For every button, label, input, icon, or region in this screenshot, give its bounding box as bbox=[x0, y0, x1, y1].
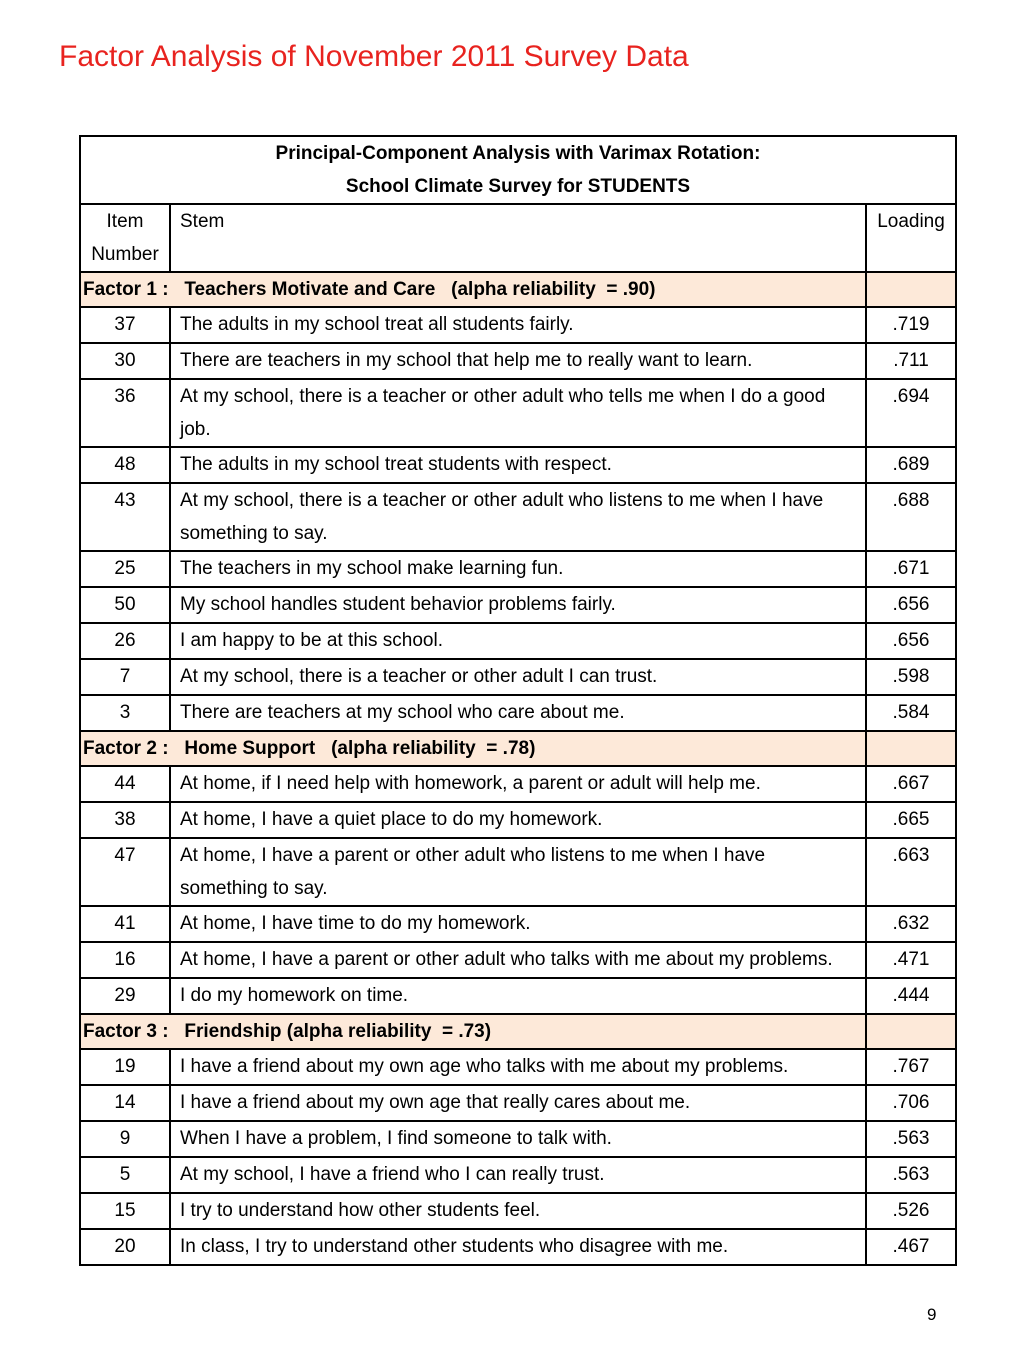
page-number: 9 bbox=[927, 1305, 937, 1324]
factor-header-row bbox=[80, 1014, 956, 1049]
item-loading: .632 bbox=[866, 906, 956, 942]
table-row bbox=[80, 838, 956, 906]
item-loading: .719 bbox=[866, 307, 956, 343]
item-number: 20 bbox=[80, 1229, 170, 1265]
item-loading: .563 bbox=[866, 1157, 956, 1193]
item-loading: .688 bbox=[866, 483, 956, 551]
item-stem: At home, I have a parent or other adult who talks with me about my problems. bbox=[170, 942, 866, 978]
table-row bbox=[80, 659, 956, 695]
item-stem: At home, I have time to do my homework. bbox=[170, 906, 866, 942]
item-loading: .467 bbox=[866, 1229, 956, 1265]
table-row bbox=[80, 343, 956, 379]
table-row bbox=[80, 1121, 956, 1157]
item-loading: .663 bbox=[866, 838, 956, 906]
table-row bbox=[80, 695, 956, 731]
item-stem: At my school, there is a teacher or other adult I can trust. bbox=[170, 659, 866, 695]
item-number: 3 bbox=[80, 695, 170, 731]
table-row bbox=[80, 942, 956, 978]
table-row bbox=[80, 1049, 956, 1085]
header-loading: Loading bbox=[866, 204, 956, 272]
page-title: Factor Analysis of November 2011 Survey Data bbox=[59, 40, 689, 73]
item-number: 41 bbox=[80, 906, 170, 942]
item-stem: My school handles student behavior problems fairly. bbox=[170, 587, 866, 623]
header-item-line-2: Number bbox=[91, 244, 159, 265]
item-loading: .689 bbox=[866, 447, 956, 483]
item-number: 43 bbox=[80, 483, 170, 551]
table-header-row bbox=[80, 204, 956, 272]
item-loading: .694 bbox=[866, 379, 956, 447]
item-loading: .563 bbox=[866, 1121, 956, 1157]
caption-line-1: Principal-Component Analysis with Varimax Rotation: bbox=[275, 143, 761, 164]
header-item-line-1: Item bbox=[106, 211, 144, 232]
item-loading: .526 bbox=[866, 1193, 956, 1229]
table-row bbox=[80, 587, 956, 623]
table-row bbox=[80, 802, 956, 838]
table-row bbox=[80, 978, 956, 1014]
item-loading: .767 bbox=[866, 1049, 956, 1085]
item-stem: I am happy to be at this school. bbox=[170, 623, 866, 659]
table-row bbox=[80, 906, 956, 942]
item-stem: There are teachers in my school that help me to really want to learn. bbox=[170, 343, 866, 379]
item-loading: .711 bbox=[866, 343, 956, 379]
item-stem: At my school, I have a friend who I can really trust. bbox=[170, 1157, 866, 1193]
item-number: 47 bbox=[80, 838, 170, 906]
item-number: 5 bbox=[80, 1157, 170, 1193]
factor-label: Factor 1 : Teachers Motivate and Care (alpha reliability = .90) bbox=[80, 272, 866, 307]
factor-header-row bbox=[80, 272, 956, 307]
item-number: 29 bbox=[80, 978, 170, 1014]
item-number: 7 bbox=[80, 659, 170, 695]
table-row bbox=[80, 1157, 956, 1193]
item-number: 50 bbox=[80, 587, 170, 623]
factor-label: Factor 2 : Home Support (alpha reliability = .78) bbox=[80, 731, 866, 766]
factor-empty-cell bbox=[866, 1014, 956, 1049]
item-stem: I have a friend about my own age that really cares about me. bbox=[170, 1085, 866, 1121]
item-stem: In class, I try to understand other students who disagree with me. bbox=[170, 1229, 866, 1265]
factor-analysis-table bbox=[79, 135, 957, 1266]
item-number: 15 bbox=[80, 1193, 170, 1229]
header-item-number bbox=[80, 204, 170, 272]
item-stem: The teachers in my school make learning fun. bbox=[170, 551, 866, 587]
factor-empty-cell bbox=[866, 731, 956, 766]
item-stem: At my school, there is a teacher or other adult who listens to me when I have something to say. bbox=[170, 483, 866, 551]
item-number: 14 bbox=[80, 1085, 170, 1121]
item-stem: I have a friend about my own age who talks with me about my problems. bbox=[170, 1049, 866, 1085]
factor-header-row bbox=[80, 731, 956, 766]
header-stem: Stem bbox=[170, 204, 866, 272]
item-loading: .671 bbox=[866, 551, 956, 587]
item-number: 30 bbox=[80, 343, 170, 379]
item-loading: .656 bbox=[866, 587, 956, 623]
item-loading: .444 bbox=[866, 978, 956, 1014]
item-stem: The adults in my school treat students with respect. bbox=[170, 447, 866, 483]
item-loading: .584 bbox=[866, 695, 956, 731]
factor-empty-cell bbox=[866, 272, 956, 307]
item-number: 26 bbox=[80, 623, 170, 659]
table-row bbox=[80, 447, 956, 483]
item-stem: At home, I have a quiet place to do my homework. bbox=[170, 802, 866, 838]
item-number: 48 bbox=[80, 447, 170, 483]
table-row bbox=[80, 483, 956, 551]
table-row bbox=[80, 551, 956, 587]
item-stem: At my school, there is a teacher or other adult who tells me when I do a good job. bbox=[170, 379, 866, 447]
table-row bbox=[80, 1229, 956, 1265]
item-stem: At home, if I need help with homework, a parent or adult will help me. bbox=[170, 766, 866, 802]
item-loading: .656 bbox=[866, 623, 956, 659]
table-row bbox=[80, 623, 956, 659]
table-row bbox=[80, 766, 956, 802]
table-row bbox=[80, 1085, 956, 1121]
table-caption bbox=[80, 136, 956, 204]
item-loading: .665 bbox=[866, 802, 956, 838]
item-stem: I do my homework on time. bbox=[170, 978, 866, 1014]
item-number: 19 bbox=[80, 1049, 170, 1085]
item-stem: I try to understand how other students feel. bbox=[170, 1193, 866, 1229]
item-number: 37 bbox=[80, 307, 170, 343]
item-number: 38 bbox=[80, 802, 170, 838]
item-loading: .667 bbox=[866, 766, 956, 802]
item-number: 44 bbox=[80, 766, 170, 802]
caption-line-2: School Climate Survey for STUDENTS bbox=[345, 176, 691, 197]
item-stem: The adults in my school treat all students fairly. bbox=[170, 307, 866, 343]
item-loading: .598 bbox=[866, 659, 956, 695]
item-loading: .706 bbox=[866, 1085, 956, 1121]
table-row bbox=[80, 307, 956, 343]
factor-label: Factor 3 : Friendship (alpha reliability = .73) bbox=[80, 1014, 866, 1049]
item-number: 16 bbox=[80, 942, 170, 978]
item-stem: At home, I have a parent or other adult who listens to me when I have something to say. bbox=[170, 838, 866, 906]
item-stem: When I have a problem, I find someone to talk with. bbox=[170, 1121, 866, 1157]
item-number: 36 bbox=[80, 379, 170, 447]
table-caption-row bbox=[80, 136, 956, 204]
item-number: 9 bbox=[80, 1121, 170, 1157]
item-loading: .471 bbox=[866, 942, 956, 978]
item-number: 25 bbox=[80, 551, 170, 587]
item-stem: There are teachers at my school who care about me. bbox=[170, 695, 866, 731]
table-row bbox=[80, 379, 956, 447]
table-row bbox=[80, 1193, 956, 1229]
